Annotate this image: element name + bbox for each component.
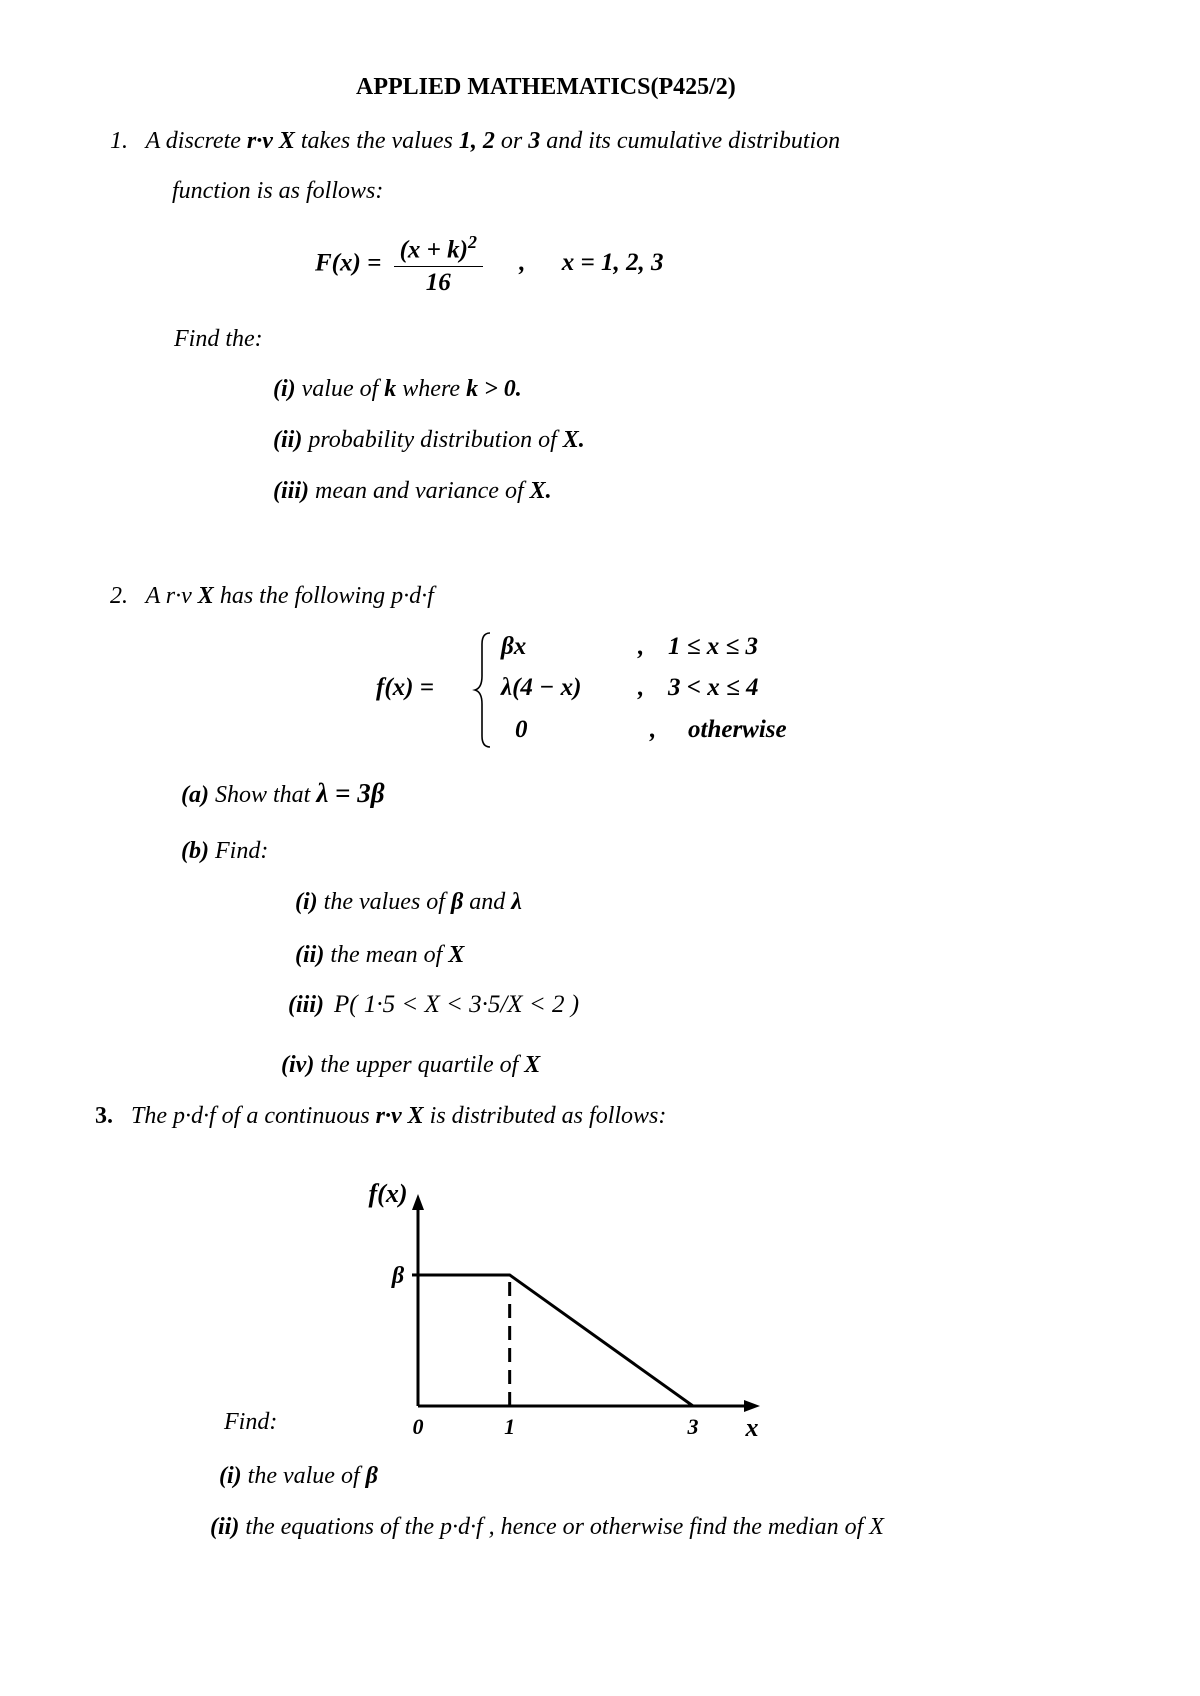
q3-find: Find: (224, 1409, 278, 1435)
q3-intro: 3. The p·d·f of a continuous r·v X is distributed as follows: (95, 1103, 667, 1129)
q2-intro: 2. A r·v X has the following p·d·f (110, 583, 434, 609)
q2-case-3-expr: 0 (515, 716, 528, 743)
q2-case-2-cond: 3 < x ≤ 4 (668, 674, 759, 701)
x-tick-label-1: 1 (504, 1414, 516, 1439)
q1-part-i: (i) value of k where k > 0. (273, 376, 522, 402)
q2-sub-i: (i) the values of β and λ (295, 889, 522, 915)
y-axis-label: f(x) (368, 1179, 408, 1208)
q2-lhs: f(x) = (376, 674, 434, 701)
q1-number: 1. (110, 128, 128, 154)
q3-rv: r·v X (375, 1103, 424, 1129)
q1-formula-exp: 2 (467, 232, 477, 252)
q3-number: 3. (95, 1103, 113, 1129)
q2-case-3-cond: otherwise (688, 716, 787, 743)
q2-case-2-expr: λ(4 − x) (501, 674, 582, 701)
x-tick-label-3: 3 (687, 1414, 699, 1439)
q1-line2: function is as follows: (172, 178, 384, 204)
q2-case-1-cond: 1 ≤ x ≤ 3 (668, 633, 758, 660)
q3-part-i: (i) the value of β (219, 1463, 378, 1489)
x-axis-label: x (745, 1413, 759, 1442)
q1-formula-num: (x + k) (399, 236, 468, 264)
q1-part-iii: (iii) mean and variance of X. (273, 478, 552, 504)
q2-sub-iv: (iv) the upper quartile of X (281, 1052, 541, 1078)
q2-part-b: (b) Find: (181, 838, 269, 864)
q2-sub-iii: (iii) P( 1·5 < X < 3·5/X < 2 ) (288, 991, 580, 1018)
q2-brace (472, 630, 496, 750)
y-tick-label-beta: β (391, 1262, 405, 1289)
q2-sub-ii: (ii) the mean of X (295, 942, 465, 968)
q1-rv: r·v X (246, 128, 295, 154)
series-line-f-x (418, 1275, 693, 1406)
x-tick-label-0: 0 (412, 1414, 424, 1439)
q1-formula-den: 16 (425, 269, 451, 297)
q2-sub-iii-expr: P( 1·5 < X < 3·5/X < 2 ) (334, 991, 580, 1018)
q2-part-a: (a) Show that λ = 3β (181, 778, 385, 808)
pdf-chart (340, 1150, 760, 1450)
q2-case-1-expr: βx (501, 633, 527, 660)
q1-find: Find the: (174, 326, 263, 352)
q1-formula-lhs: F(x) = (315, 249, 382, 277)
q3-part-ii: (ii) the equations of the p·d·f , hence or otherwise find the median of X (210, 1514, 884, 1540)
y-axis-arrow (412, 1194, 424, 1210)
q1-part-ii: (ii) probability distribution of X. (273, 427, 585, 453)
q2-part-a-expr: λ = 3β (316, 778, 385, 808)
q1-line1: 1. A discrete r·v X takes the values 1, 2 or 3 and its cumulative distribution (110, 128, 841, 154)
q1-formula: F(x) = $\frac{(x + k)^2}{16}$ , x = 1, 2, 3 (315, 232, 664, 297)
q2-number: 2. (110, 583, 128, 609)
q1-formula-domain: x = 1, 2, 3 (561, 249, 664, 277)
x-axis-arrow (744, 1400, 760, 1412)
page-title: APPLIED MATHEMATICS(P425/2) (356, 74, 736, 100)
